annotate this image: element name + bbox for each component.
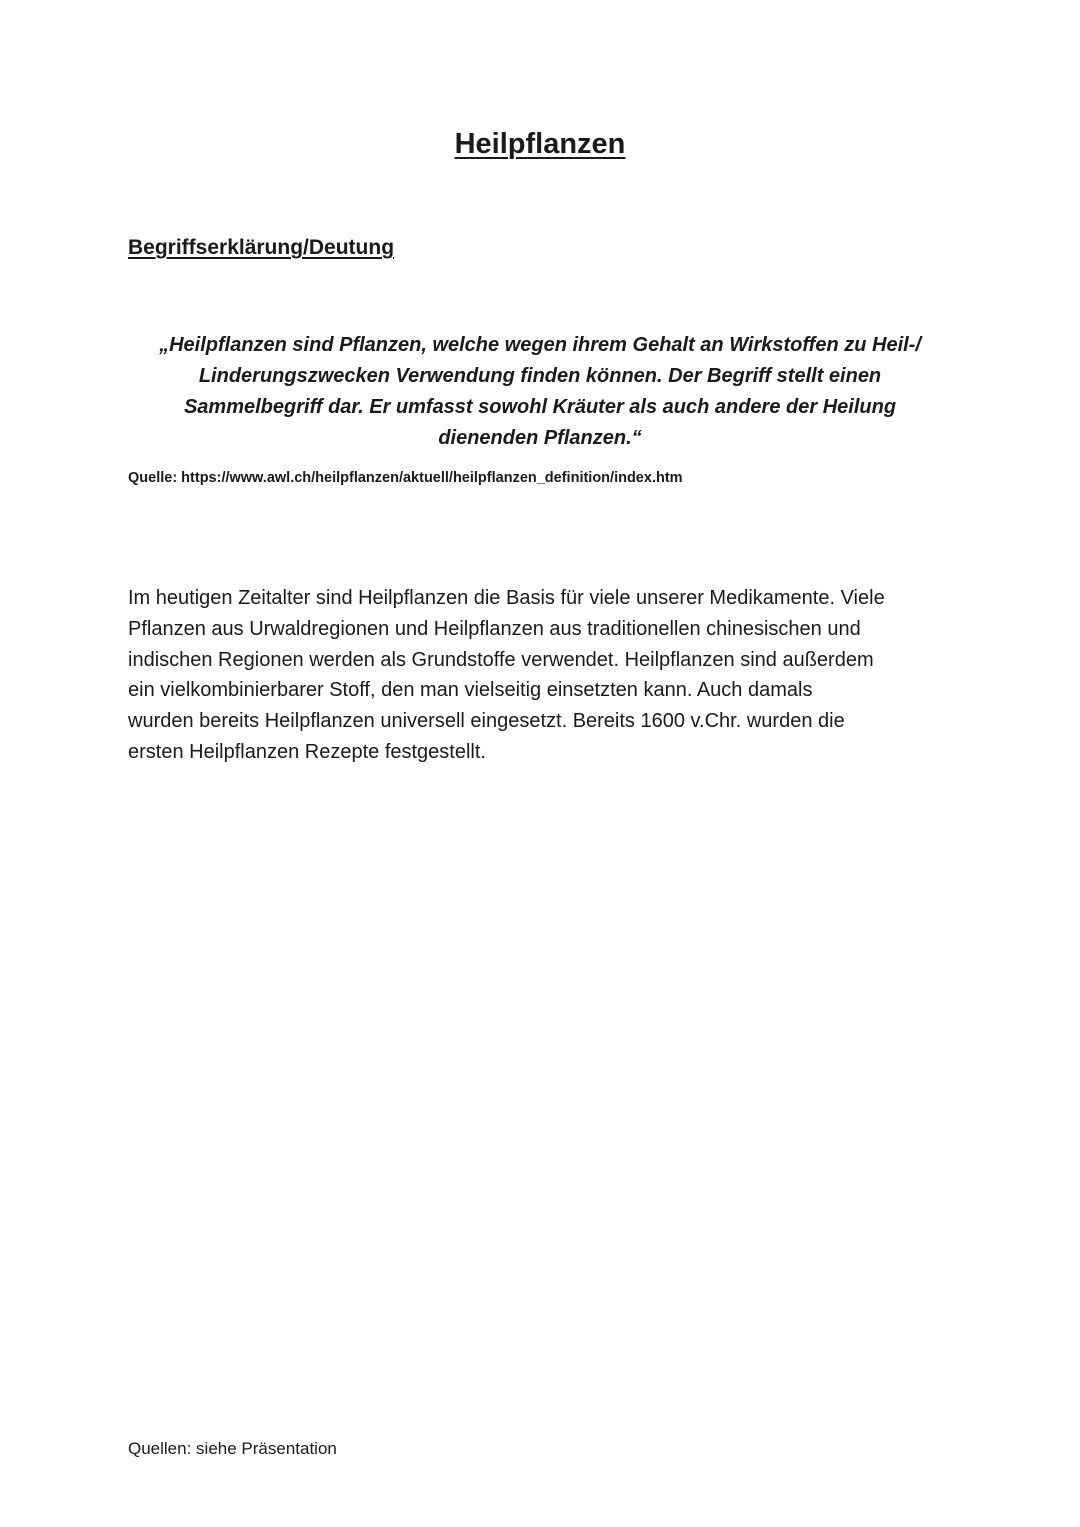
body-line: indischen Regionen werden als Grundstoffe verwendet. Heilpflanzen sind außerdem (128, 648, 874, 671)
body-line: wurden bereits Heilpflanzen universell eingesetzt. Bereits 1600 v.Chr. wurden die (128, 710, 845, 733)
page-title (0, 128, 1080, 161)
body-line: ersten Heilpflanzen Rezepte festgestellt. (128, 740, 486, 763)
quote-line: Linderungszwecken Verwendung finden können. Der Begriff stellt einen (198, 365, 882, 387)
body-line: ein vielkombinierbarer Stoff, den man vielseitig einsetzten kann. Auch damals (128, 679, 813, 702)
quote-line: dienenden Pflanzen.“ (438, 427, 642, 449)
body-line: Pflanzen aus Urwaldregionen und Heilpflanzen aus traditionellen chinesischen und (128, 617, 861, 640)
quote-line: „Heilpflanzen sind Pflanzen, welche wegen ihrem Gehalt an Wirkstoffen zu Heil-/ (159, 334, 921, 356)
footer-note: Quellen: siehe Präsentation (128, 1439, 337, 1458)
definition-quote (128, 330, 952, 454)
body-line: Im heutigen Zeitalter sind Heilpflanzen die Basis für viele unserer Medikamente. Viele (128, 587, 885, 609)
body-paragraph (128, 583, 988, 768)
source-citation: Quelle: https://www.awl.ch/heilpflanzen/aktuell/heilpflanzen_definition/index.htm (128, 470, 683, 486)
quote-line: Sammelbegriff dar. Er umfasst sowohl Kräuter als auch andere der Heilung (183, 396, 897, 418)
section-heading: Begriffserklärung/Deutung (128, 236, 395, 259)
page-title-text: Heilpflanzen (454, 128, 626, 160)
